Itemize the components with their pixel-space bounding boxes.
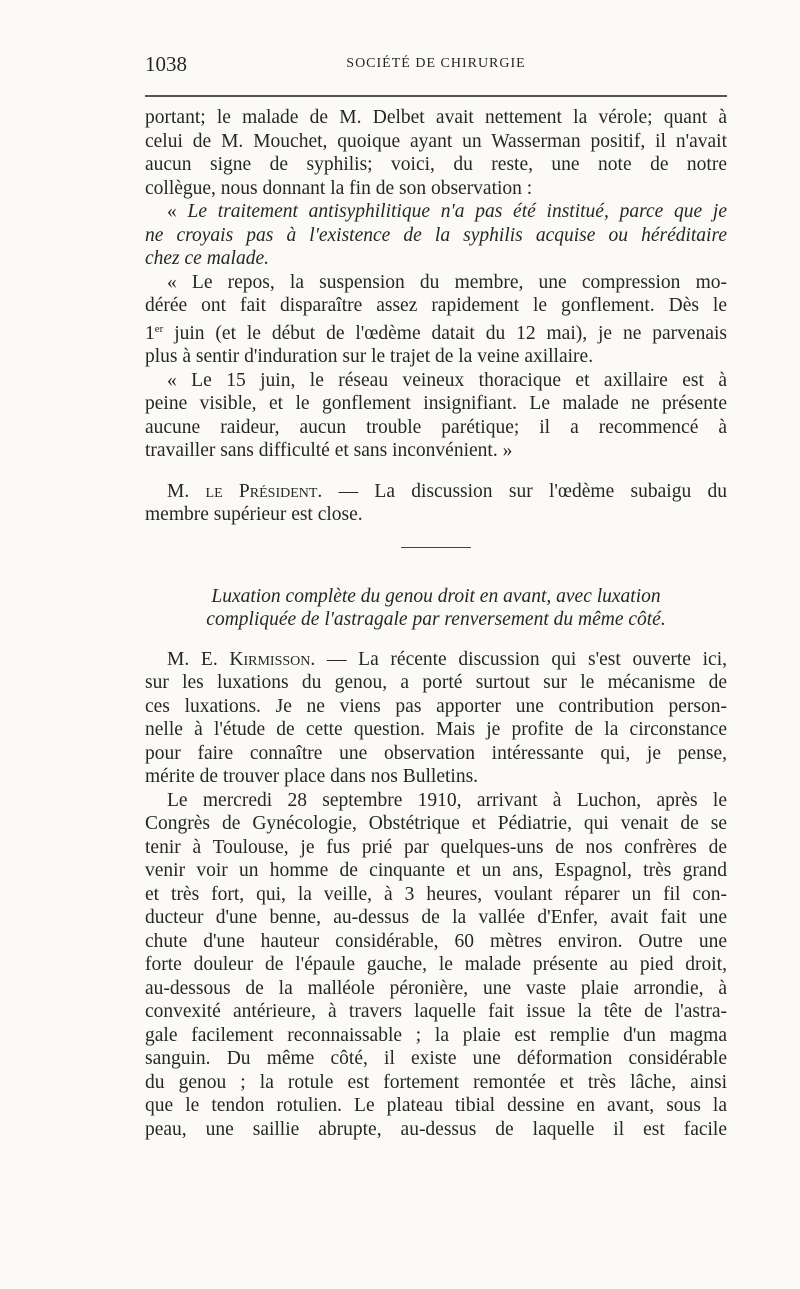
section-title (145, 585, 727, 632)
header-rule (145, 95, 727, 97)
title-line: Luxation complète du genou droit en avant, avec luxation (211, 585, 661, 607)
text-line: ne croyais pas à l'existence de la syphilis acquise ou héréditaire (145, 224, 727, 246)
quote-outcome (145, 369, 727, 463)
text-line: plus à sentir d'induration sur le trajet de la veine axillaire. (145, 346, 594, 367)
case-paragraph (145, 789, 727, 1142)
text-line (145, 480, 727, 504)
text-line: chute d'une hauteur considérable, 60 mètres environ. Outre une (145, 930, 727, 952)
ordinal-superscript: er (154, 322, 164, 335)
line-rest: — La récente discussion qui s'est ouverte ici, (315, 648, 727, 670)
speaker-name: M. E. Kirmisson. (167, 648, 316, 670)
paragraph-opening (145, 106, 727, 200)
text-line: chez ce malade. (145, 248, 269, 269)
text-line: collègue, nous donnant la fin de son observation : (145, 177, 533, 199)
quote-open: « (167, 201, 188, 222)
text-line: Le mercredi 28 septembre 1910, arrivant à Luchon, après le (167, 789, 727, 811)
text-line: celui de M. Mouchet, quoique ayant un Wasserman positif, il n'avait (145, 130, 727, 152)
page-number: 1038 (145, 52, 187, 76)
text-line: travailler sans difficulté et sans inconvénient. » (145, 440, 513, 461)
body-text (145, 106, 727, 1141)
text-line: mérite de trouver place dans nos Bulletins. (145, 766, 479, 787)
text-line: au-dessous de la malléole péronière, une vaste plaie arrondie, à (145, 977, 727, 999)
text-line: aucun signe de syphilis; voici, du reste, une note de notre (145, 154, 727, 175)
text-line: portant; le malade de M. Delbet avait nettement la vérole; quant à (145, 107, 727, 128)
text-line: Congrès de Gynécologie, Obstétrique et Pédiatrie, qui venait de se (145, 813, 727, 834)
text-line: pour faire connaître une observation intéressante qui, je pense, (145, 742, 727, 764)
text-line: que le tendon rotulien. Le plateau tibial dessine en avant, sous la (145, 1095, 727, 1116)
text-line: ces luxations. Je ne viens pas apporter une contribution person- (145, 695, 727, 717)
italic-text: Le traitement antisyphilitique n'a pas été institué, parce que je (187, 201, 728, 222)
text-line: « Le 15 juin, le réseau veineux thoracique et axillaire est à (167, 369, 727, 391)
running-title: SOCIÉTÉ DE CHIRURGIE (346, 56, 526, 71)
text-line: convexité antérieure, à travers laquelle fait issue la tête de l'astra- (145, 1001, 727, 1022)
text-line: aucune raideur, aucun trouble parétique; il a recommencé à (145, 416, 727, 438)
page-header (145, 52, 727, 76)
title-line: compliquée de l'astragale par renversement du même côté. (206, 609, 666, 630)
text-line: sanguin. Du même côté, il existe une déformation considérable (145, 1048, 727, 1069)
text-line: peau, une saillie abrupte, au-dessus de laquelle il est facile (145, 1118, 727, 1140)
text-line: forte douleur de l'épaule gauche, le malade présente au pied droit, (145, 954, 727, 975)
section-divider (401, 547, 471, 548)
president-paragraph (145, 480, 727, 527)
date-number: 1 (145, 322, 155, 344)
text-line (145, 200, 727, 224)
text-line: « Le repos, la suspension du membre, une compression mo- (167, 271, 727, 293)
text-line (145, 648, 727, 672)
text-line: venir voir un homme de cinquante et un ans, Espagnol, très grand (145, 860, 727, 881)
kirmisson-paragraph (145, 648, 727, 789)
text-line: nelle à l'étude de cette question. Mais je profite de la circonstance (145, 719, 727, 740)
text-line: du genou ; la rotule est fortement remontée et très lâche, ainsi (145, 1071, 727, 1093)
line-rest: juin (et le début de l'œdème datait du 12 mai), je ne parvenais (163, 322, 727, 344)
speaker-name: M. le Président. (167, 480, 323, 502)
text-line: dérée ont fait disparaître assez rapidement le gonflement. Dès le (145, 295, 727, 316)
text-line: sur les luxations du genou, a porté surtout sur le mécanisme de (145, 672, 727, 693)
line-rest: — La discussion sur l'œdème subaigu du (322, 480, 727, 502)
text-line: peine visible, et le gonflement insignifiant. Le malade ne présente (145, 393, 727, 414)
text-line: et très fort, qui, la veille, à 3 heures, voulant réparer un fil con- (145, 883, 727, 905)
text-line: tenir à Toulouse, je fus prié par quelques-uns de nos confrères de (145, 836, 727, 858)
quote-italic (145, 200, 727, 271)
quote-treatment (145, 271, 727, 369)
text-line: gale facilement reconnaissable ; la plaie est remplie d'un magma (145, 1024, 727, 1046)
text-line: membre supérieur est close. (145, 504, 363, 525)
text-line (145, 318, 727, 346)
text-line: ducteur d'une benne, au-dessus de la vallée d'Enfer, avait fait une (145, 907, 727, 928)
